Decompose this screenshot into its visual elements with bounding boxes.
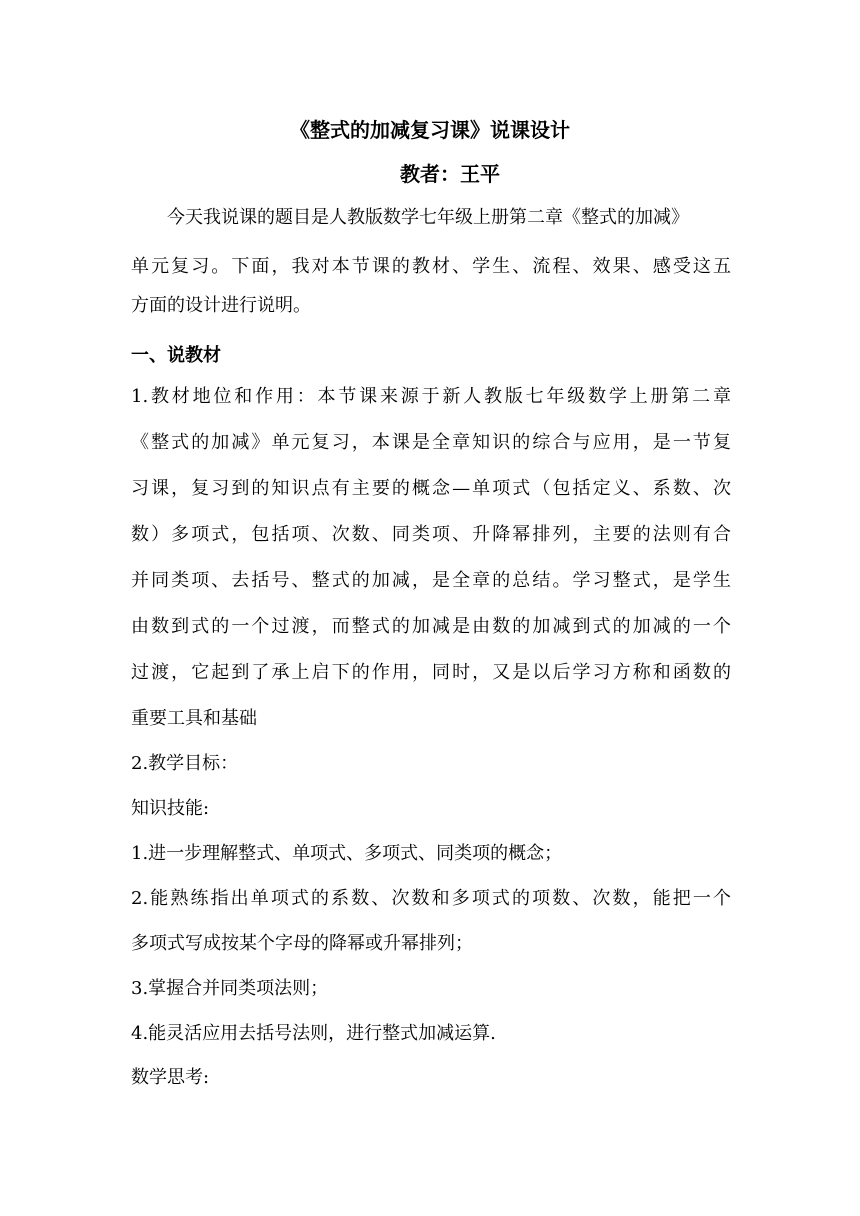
goal-item-continued: 多项式写成按某个字母的降幂或升幂排列； xyxy=(131,933,473,954)
goal-item: 3.掌握合并同类项法则； xyxy=(131,978,329,999)
section-heading-textbook: 一、说教材 xyxy=(131,345,221,366)
paragraph-line: 《整式的加减》单元复习，本课是全章知识的综合与应用，是一节复 xyxy=(131,432,731,453)
paragraph-intro-line-2: 单元复习。下面，我对本节课的教材、学生、流程、效果、感受这五 xyxy=(131,256,731,277)
goal-item: 1.进一步理解整式、单项式、多项式、同类项的概念； xyxy=(131,843,563,864)
subheading-knowledge-skills: 知识技能: xyxy=(131,798,210,819)
paragraph-intro-line-1: 今天我说课的题目是人教版数学七年级上册第二章《整式的加减》 xyxy=(167,207,689,228)
paragraph-line: 重要工具和基础 xyxy=(131,708,257,729)
goal-item: 4.能灵活应用去括号法则，进行整式加减运算. xyxy=(131,1023,496,1044)
paragraph-line: 并同类项、去括号、整式的加减，是全章的总结。学习整式，是学生 xyxy=(131,570,731,591)
paragraph-line: 1.教材地位和作用：本节课来源于新人教版七年级数学上册第二章 xyxy=(131,386,731,407)
goal-item: 2.能熟练指出单项式的系数、次数和多项式的项数、次数，能把一个 xyxy=(131,888,731,909)
paragraph-line: 由数到式的一个过渡，而整式的加减是由数的加减到式的加减的一个 xyxy=(131,616,731,637)
document-title: 《整式的加减复习课》说课设计 xyxy=(290,118,570,142)
subheading-math-thinking: 数学思考: xyxy=(131,1067,210,1088)
paragraph-line: 习课，复习到的知识点有主要的概念—单项式（包括定义、系数、次 xyxy=(131,478,731,499)
paragraph-intro-line-3: 方面的设计进行说明。 xyxy=(131,295,311,316)
document-author: 教者：王平 xyxy=(400,162,500,186)
paragraph-line: 过渡，它起到了承上启下的作用，同时，又是以后学习方称和函数的 xyxy=(131,662,731,683)
subheading-teaching-goals: 2.教学目标： xyxy=(131,753,239,774)
paragraph-line: 数）多项式，包括项、次数、同类项、升降幂排列，主要的法则有合 xyxy=(131,524,731,545)
